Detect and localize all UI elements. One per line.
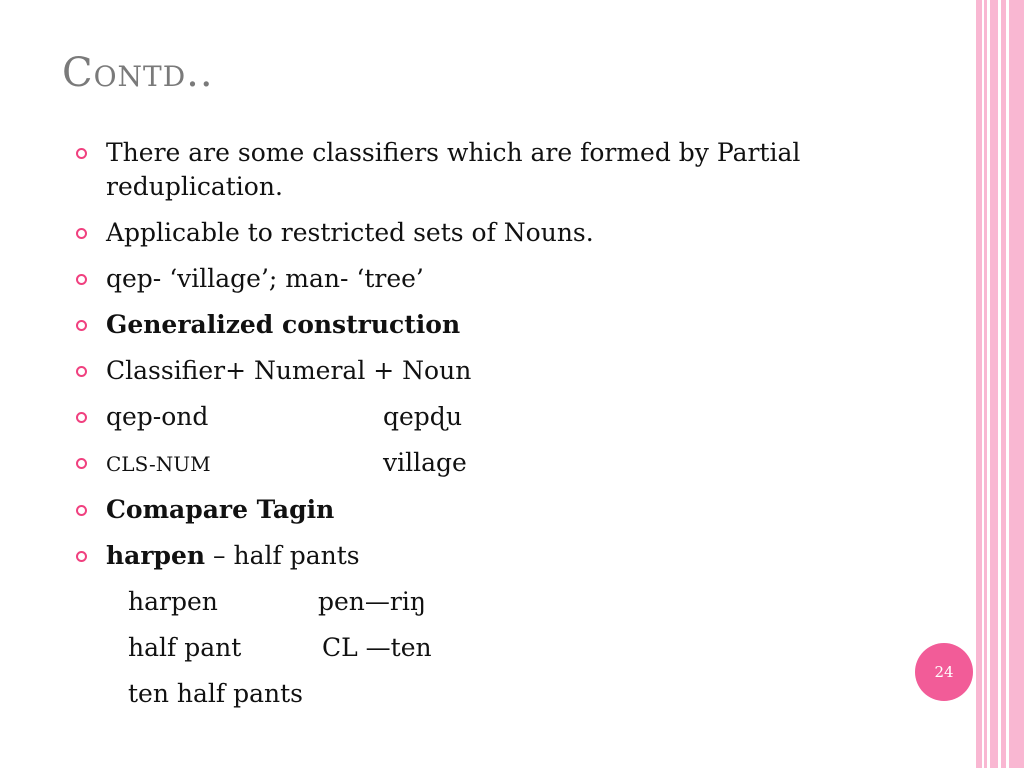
bullet-icon bbox=[76, 148, 87, 159]
bullet-item bbox=[76, 446, 896, 481]
bullet-icon bbox=[76, 274, 87, 285]
bullet-icon bbox=[76, 366, 87, 377]
example-form: half pant bbox=[128, 633, 242, 662]
example-line bbox=[76, 585, 896, 619]
example-line bbox=[76, 677, 896, 711]
slide-title: Contd.. bbox=[62, 50, 214, 96]
bullet-text: There are some classifiers which are formed by Partial reduplication. bbox=[106, 138, 801, 201]
bullet-text: – half pants bbox=[205, 541, 360, 570]
decor-stripe bbox=[990, 0, 998, 768]
bullet-item bbox=[76, 539, 896, 573]
page-number-badge: 24 bbox=[915, 643, 973, 701]
bullet-text: Comapare Tagin bbox=[106, 495, 335, 524]
bullet-icon bbox=[76, 505, 87, 516]
bullet-icon bbox=[76, 320, 87, 331]
decor-stripe bbox=[1009, 0, 1024, 768]
bullet-item bbox=[76, 354, 896, 388]
example-form: harpen bbox=[128, 587, 218, 616]
bullet-icon bbox=[76, 458, 87, 469]
bullet-icon bbox=[76, 551, 87, 562]
bullet-item bbox=[76, 308, 896, 342]
gloss-value: qepɖu bbox=[383, 402, 463, 431]
bullet-bold-text: harpen bbox=[106, 541, 206, 570]
example-gloss: CL —ten bbox=[322, 633, 432, 662]
bullet-item bbox=[76, 262, 896, 296]
gloss-value: village bbox=[383, 448, 467, 477]
decor-stripe bbox=[976, 0, 982, 768]
slide-body bbox=[76, 136, 896, 723]
decor-stripe bbox=[1001, 0, 1006, 768]
bullet-text: Generalized construction bbox=[106, 310, 461, 339]
example-translation: ten half pants bbox=[128, 679, 303, 708]
bullet-text: qep- ‘village’; man- ‘tree’ bbox=[106, 264, 424, 293]
bullet-item bbox=[76, 400, 896, 434]
bullet-text: Classifier+ Numeral + Noun bbox=[106, 356, 472, 385]
gloss-form: CLS-NUM bbox=[106, 452, 211, 476]
bullet-text: Applicable to restricted sets of Nouns. bbox=[106, 218, 594, 247]
bullet-item bbox=[76, 216, 896, 250]
bullet-item bbox=[76, 136, 896, 204]
example-line bbox=[76, 631, 896, 665]
decor-stripe bbox=[984, 0, 987, 768]
bullet-icon bbox=[76, 228, 87, 239]
gloss-form: qep-ond bbox=[106, 402, 209, 431]
bullet-icon bbox=[76, 412, 87, 423]
example-gloss: pen—riŋ bbox=[318, 587, 426, 616]
bullet-item bbox=[76, 493, 896, 527]
